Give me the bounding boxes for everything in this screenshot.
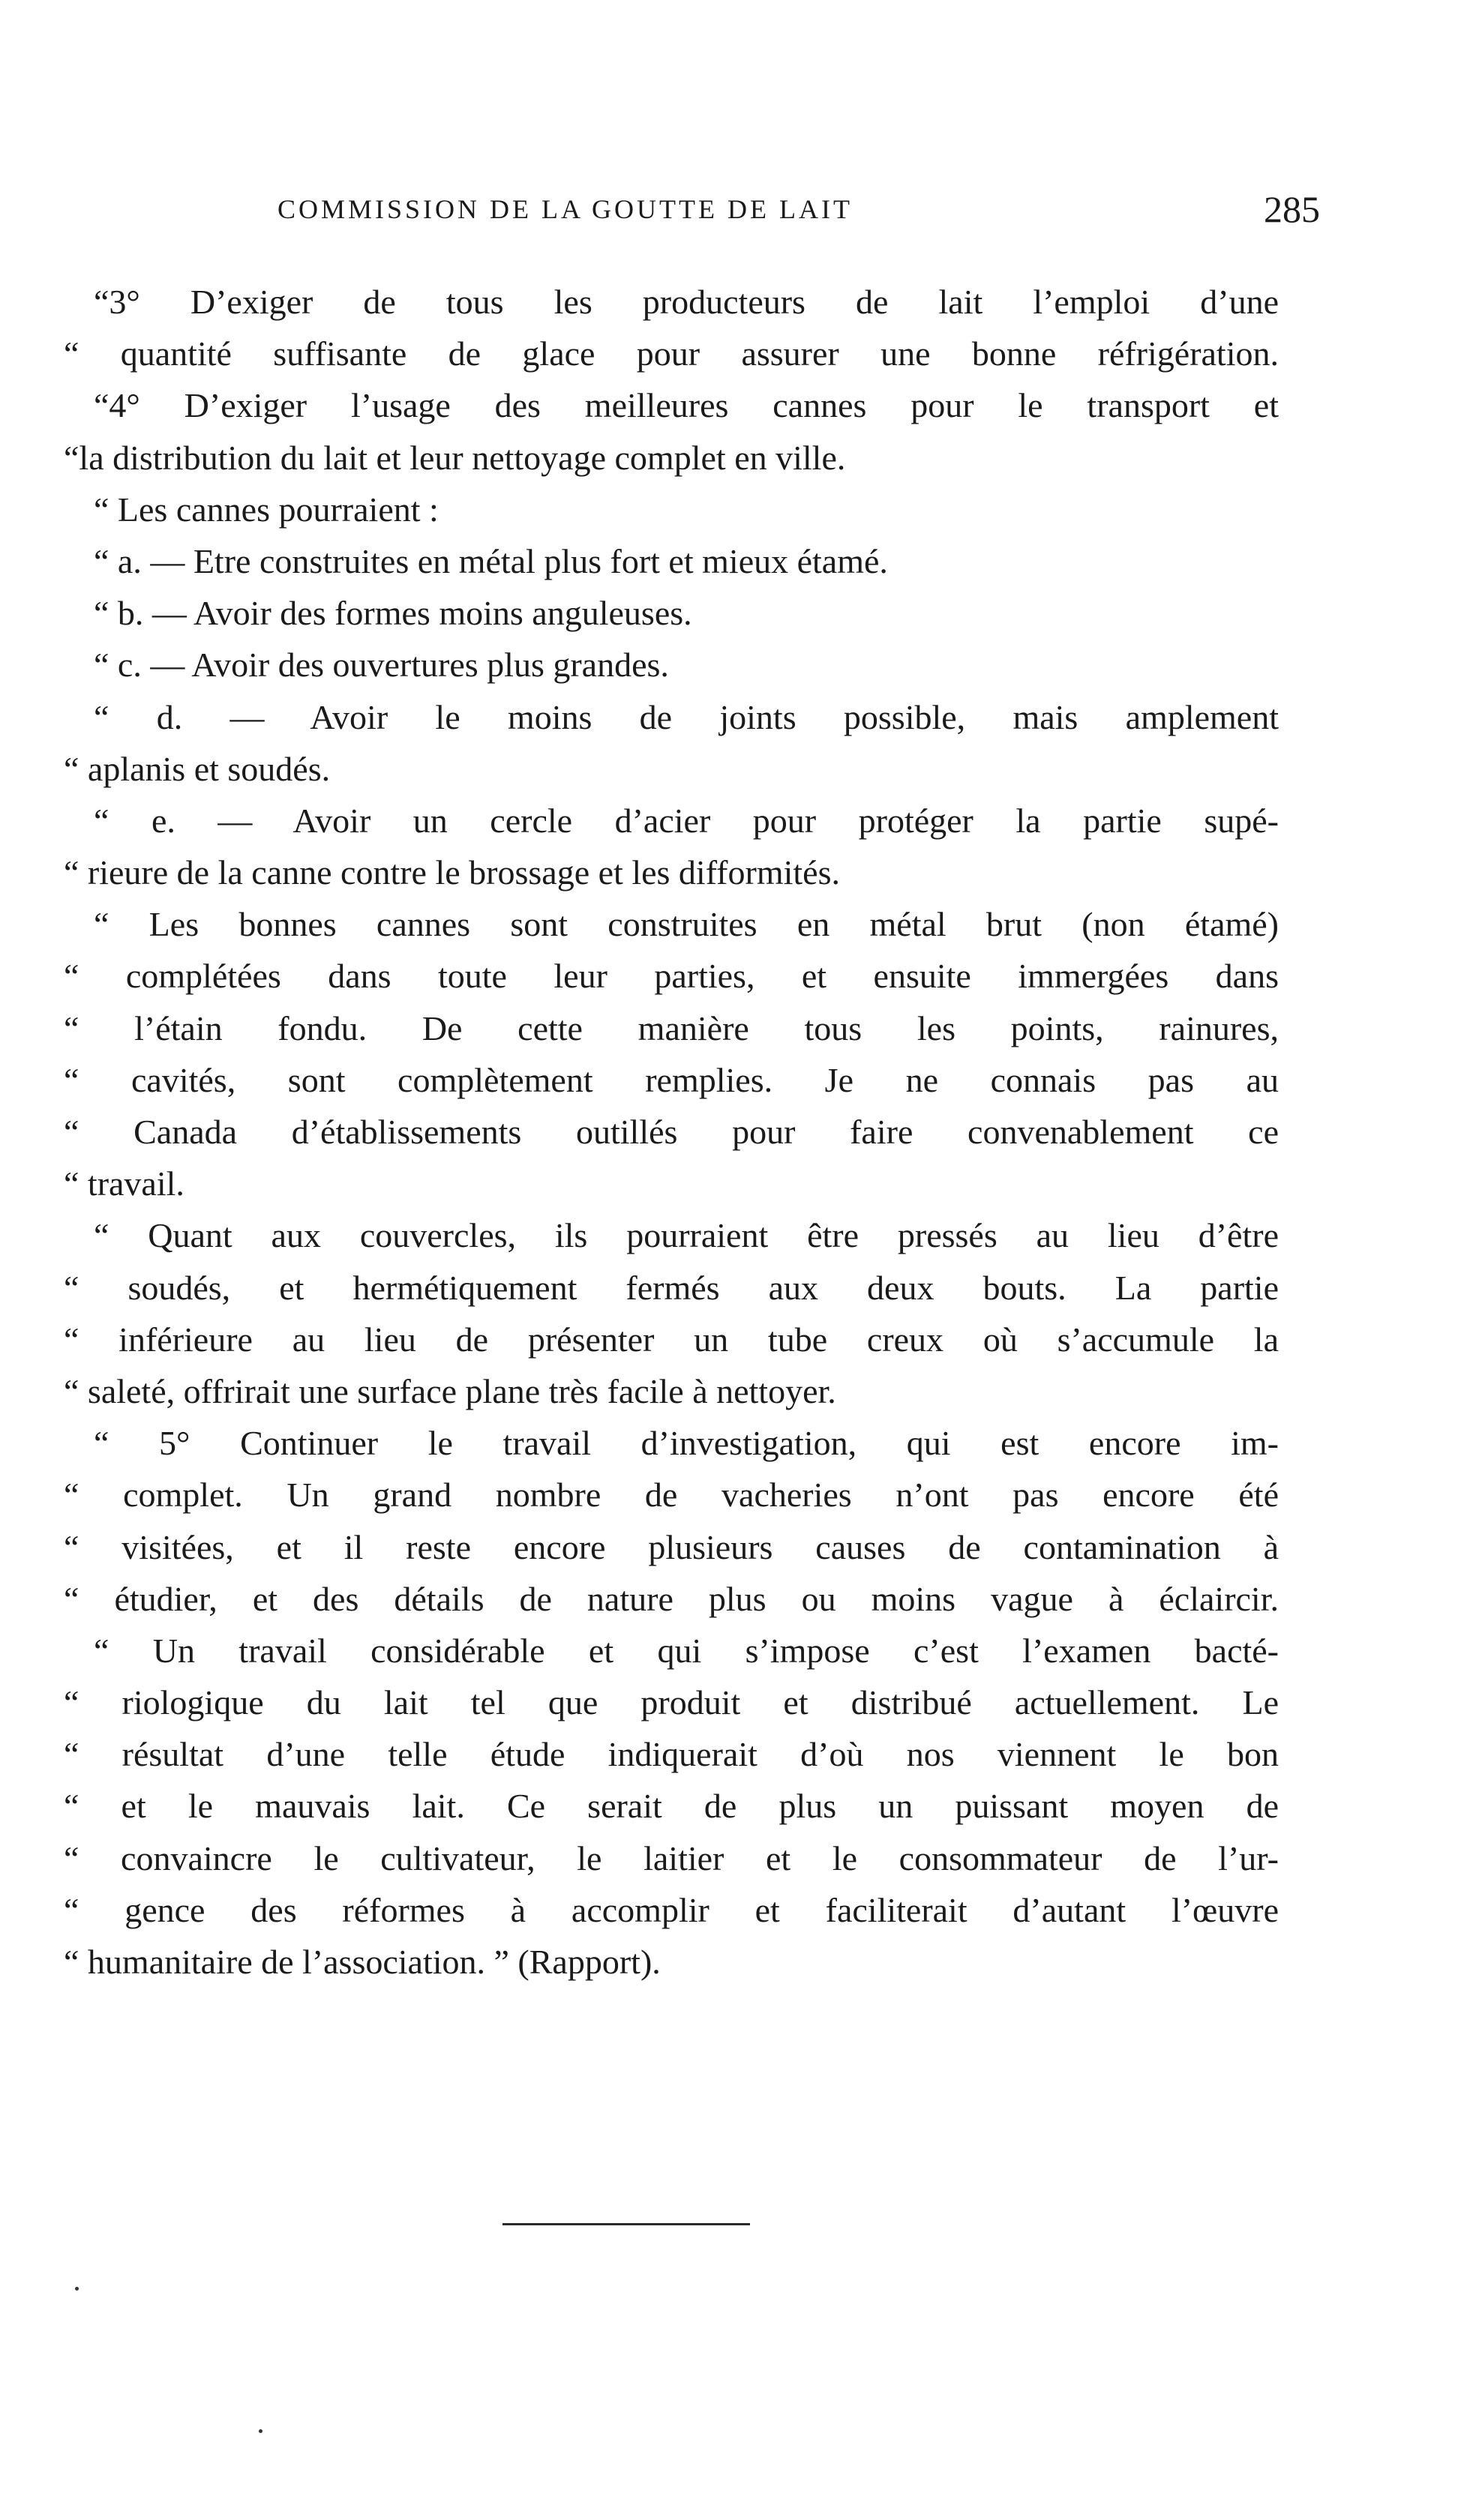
text-line: “ inférieure au lieu de présenter un tube creux où s’accumule la [64, 1320, 1279, 1359]
text-line: “ étudier, et des détails de nature plus ou moins vague à éclaircir. [64, 1579, 1279, 1618]
page-header [278, 187, 1320, 240]
text-line: “ l’étain fondu. De cette manière tous les points, rainures, [64, 1008, 1279, 1047]
text-line: “ humanitaire de l’association. ” (Rapport). [64, 1943, 661, 1981]
text-line: “ a. — Etre construites en métal plus fort et mieux étamé. [94, 541, 888, 580]
text-line: “la distribution du lait et leur nettoyage complet en ville. [64, 438, 846, 477]
text-line: “ aplanis et soudés. [64, 749, 331, 788]
text-line: “3° D’exiger de tous les producteurs de lait l’emploi d’une [94, 283, 1279, 321]
text-line: “ Un travail considérable et qui s’impose c’est l’examen bacté- [94, 1631, 1279, 1670]
text-line: “ Quant aux couvercles, ils pourraient être pressés au lieu d’être [94, 1216, 1279, 1255]
text-line: “ soudés, et hermétiquement fermés aux deux bouts. La partie [64, 1268, 1279, 1307]
text-line: “ Canada d’établissements outillés pour faire convenablement ce [64, 1113, 1279, 1151]
page-number: 285 [1264, 188, 1320, 230]
text-line: “ complet. Un grand nombre de vacheries n’ont pas encore été [64, 1476, 1279, 1515]
text-line: “ Les cannes pourraient : [94, 490, 439, 529]
text-line: “ visitées, et il reste encore plusieurs causes de contamination à [64, 1527, 1279, 1566]
text-line: “ et le mauvais lait. Ce serait de plus un puissant moyen de [64, 1787, 1279, 1826]
text-line: “ quantité suffisante de glace pour assurer une bonne réfrigération. [64, 334, 1279, 373]
text-line: “ saleté, offrirait une surface plane très facile à nettoyer. [64, 1371, 836, 1410]
text-line: “ riologique du lait tel que produit et distribué actuellement. Le [64, 1683, 1279, 1722]
text-line: “ d. — Avoir le moins de joints possible, mais amplement [94, 697, 1279, 736]
text-line: “ rieure de la canne contre le brossage et les difformités. [64, 853, 840, 892]
text-line: “ b. — Avoir des formes moins anguleuses. [94, 594, 692, 633]
text-line: “ complétées dans toute leur parties, et ensuite immergées dans [64, 957, 1279, 996]
text-line: “ convaincre le cultivateur, le laitier et le consommateur de l’ur- [64, 1838, 1279, 1877]
text-line: “ travail. [64, 1164, 184, 1203]
running-head: COMMISSION DE LA GOUTTE DE LAIT [278, 194, 853, 224]
text-line: “ 5° Continuer le travail d’investigation, qui est encore im- [94, 1424, 1279, 1463]
text-line: “ e. — Avoir un cercle d’acier pour protéger la partie supé- [94, 801, 1279, 840]
text-line: “ c. — Avoir des ouvertures plus grandes. [94, 646, 669, 685]
text-line: “ résultat d’une telle étude indiquerait d’où nos viennent le bon [64, 1735, 1279, 1774]
text-line: “ cavités, sont complètement remplies. Je ne connais pas au [64, 1060, 1279, 1099]
text-line: “4° D’exiger l’usage des meilleures cannes pour le transport et [94, 386, 1279, 425]
body-text [64, 276, 1279, 1988]
print-speck [75, 2287, 79, 2291]
text-line: “ gence des réformes à accomplir et faciliterait d’autant l’œuvre [64, 1890, 1279, 1929]
print-speck [259, 2429, 262, 2433]
section-rule [502, 2223, 750, 2225]
text-line: “ Les bonnes cannes sont construites en métal brut (non étamé) [94, 905, 1279, 944]
